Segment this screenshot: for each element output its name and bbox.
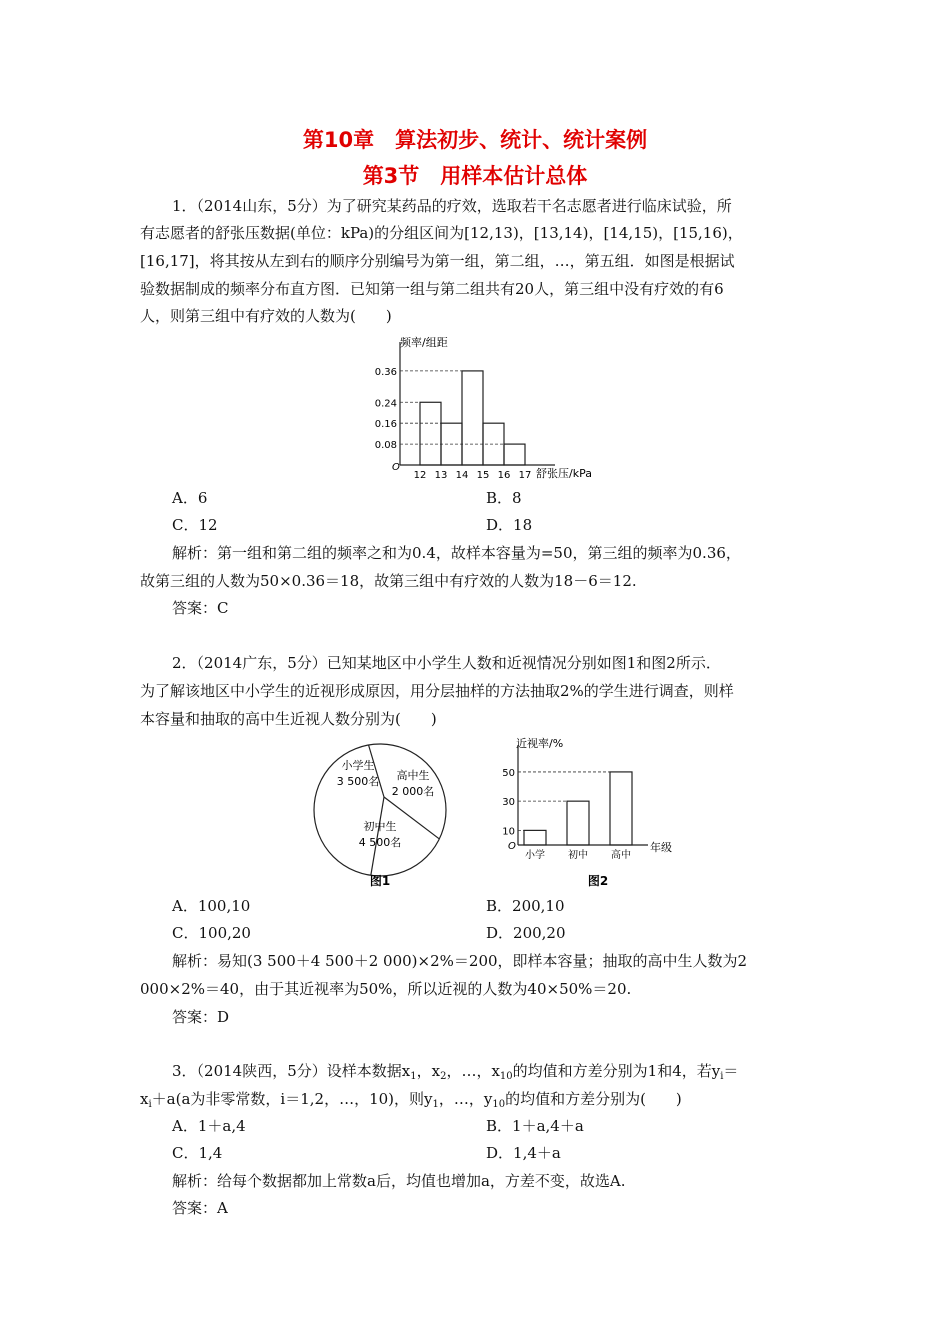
q3-option-a: A．1＋a,4 [172, 1117, 246, 1135]
pie-count-high: 2 000名 [391, 785, 435, 798]
q1-option-c: C．12 [172, 516, 218, 534]
x-tick-label: 13 [434, 470, 448, 481]
q2-analysis: 解析：易知(3 500＋4 500＋2 000)×2%＝200，即样本容量；抽取的高中生人数为2 [172, 952, 748, 970]
bar [524, 830, 546, 845]
histogram-ylabel: 频率/组距 [400, 336, 448, 349]
q3-text: ，x [416, 1062, 441, 1080]
pie-label-middle: 初中生 [363, 820, 397, 833]
x-tick-label: 15 [476, 470, 490, 481]
q3-text: ＋a(a为非零常数，i＝1,2，…，10)，则y [151, 1090, 433, 1108]
q3-text: ＝ [723, 1062, 739, 1080]
q3-option-d: D．1,4＋a [486, 1144, 561, 1162]
q3-text: 的均值和方差分别为( ) [505, 1090, 682, 1108]
histogram-plot [375, 342, 555, 481]
subscript: 10 [492, 1099, 506, 1110]
x-tick-label: 12 [413, 470, 427, 481]
q1-line: 1．（2014山东，5分）为了研究某药品的疗效，选取若干名志愿者进行临床试验，所 [172, 197, 732, 215]
q3-answer: 答案：A [172, 1199, 228, 1217]
histogram-xlabel: 舒张压/kPa [536, 467, 592, 480]
q1-option-a: A．6 [172, 489, 208, 507]
x-tick-label: 小学 [525, 850, 545, 861]
pie-caption: 图1 [369, 874, 391, 888]
section-title: 第3节 用样本估计总体 [362, 164, 588, 188]
q3-text: ，…，y [438, 1090, 493, 1108]
myopia-bar-chart [490, 735, 690, 895]
subscript: i [720, 1071, 724, 1082]
subscript: 10 [499, 1071, 513, 1082]
q3-text: ，…，x [446, 1062, 500, 1080]
q1-line: 有志愿者的舒张压数据(单位：kPa)的分组区间为[12,13)，[13,14)，[14,15)，[15,16)， [140, 224, 743, 242]
histogram-bar [420, 402, 441, 465]
subscript: i [148, 1099, 152, 1110]
q3-line-1 [172, 1061, 738, 1087]
bar [610, 772, 632, 845]
y-tick-label: 30 [502, 797, 515, 809]
bar-ylabel: 近视率/% [516, 737, 564, 750]
x-tick-label: 初中 [568, 850, 588, 861]
q1-answer: 答案：C [172, 599, 229, 617]
pie-chart [300, 735, 470, 895]
q2-option-c: C．100,20 [172, 924, 251, 942]
x-tick-label: 高中 [611, 850, 631, 861]
q2-line: 本容量和抽取的高中生近视人数分别为( ) [140, 710, 437, 728]
q3-text: 的均值和方差分别为1和4，若y [512, 1062, 721, 1080]
histogram-bar [462, 371, 483, 465]
q3-text: x [140, 1090, 149, 1108]
y-tick-label: 0.36 [374, 366, 397, 378]
frequency-histogram [370, 330, 620, 482]
q1-option-d: D．18 [486, 516, 533, 534]
x-tick-label: 17 [518, 470, 532, 481]
q2-option-a: A．100,10 [172, 897, 251, 915]
q2-option-d: D．200,20 [486, 924, 566, 942]
y-tick-label: 0.24 [374, 398, 397, 410]
bar-xlabel: 年级 [650, 841, 672, 854]
bar-caption: 图2 [587, 874, 609, 888]
q3-line-2 [140, 1089, 682, 1115]
histogram-bar [504, 444, 525, 465]
chapter-title: 第10章 算法初步、统计、统计案例 [302, 128, 648, 152]
pie-label-primary: 小学生 [341, 759, 375, 772]
subscript: 2 [440, 1071, 447, 1082]
x-tick-label: 16 [497, 470, 511, 481]
q1-line: 验数据制成的频率分布直方图．已知第一组与第二组共有20人，第三组中没有疗效的有6 [140, 280, 724, 298]
q2-analysis: 000×2%＝40，由于其近视率为50%，所以近视的人数为40×50%＝20. [140, 980, 632, 998]
q1-analysis: 故第三组的人数为50×0.36＝18，故第三组中有疗效的人数为18－6＝12. [140, 572, 637, 590]
q2-line: 2．（2014广东，5分）已知某地区中小学生人数和近视情况分别如图1和图2所示． [172, 654, 721, 672]
bar-plot [502, 745, 648, 861]
q1-line: 人，则第三组中有疗效的人数为( ) [140, 307, 392, 325]
q1-analysis: 解析：第一组和第二组的频率之和为0.4，故样本容量为=50，第三组的频率为0.36， [172, 544, 741, 562]
q3-option-c: C．1,4 [172, 1144, 223, 1162]
q2-answer: 答案：D [172, 1008, 230, 1026]
q3-analysis: 解析：给每个数据都加上常数a后，均值也增加a，方差不变，故选A. [172, 1172, 626, 1190]
pie-outline [314, 744, 446, 876]
pie-label-high: 高中生 [396, 769, 430, 782]
y-tick-label: 50 [502, 767, 515, 779]
bar [567, 801, 589, 845]
q3-text: 3．（2014陕西，5分）设样本数据x [172, 1062, 411, 1080]
pie-count-middle: 4 500名 [358, 836, 402, 849]
q2-option-b: B．200,10 [486, 897, 565, 915]
q1-option-b: B．8 [486, 489, 522, 507]
subscript: 1 [410, 1071, 417, 1082]
origin-label: O [508, 841, 516, 852]
q3-option-b: B．1＋a,4＋a [486, 1117, 584, 1135]
subscript: 1 [432, 1099, 439, 1110]
x-tick-label: 14 [455, 470, 469, 481]
origin-label: O [392, 462, 400, 473]
q1-line: [16,17]，将其按从左到右的顺序分别编号为第一组，第二组，…，第五组．如图是根据试 [140, 252, 735, 270]
pie-divisions [369, 745, 440, 875]
y-tick-label: 0.08 [374, 440, 397, 452]
q2-line: 为了解该地区中小学生的近视形成原因，用分层抽样的方法抽取2%的学生进行调查，则样 [140, 682, 734, 700]
pie-count-primary: 3 500名 [336, 775, 380, 788]
y-tick-label: 10 [502, 826, 515, 838]
y-tick-label: 0.16 [374, 419, 397, 431]
